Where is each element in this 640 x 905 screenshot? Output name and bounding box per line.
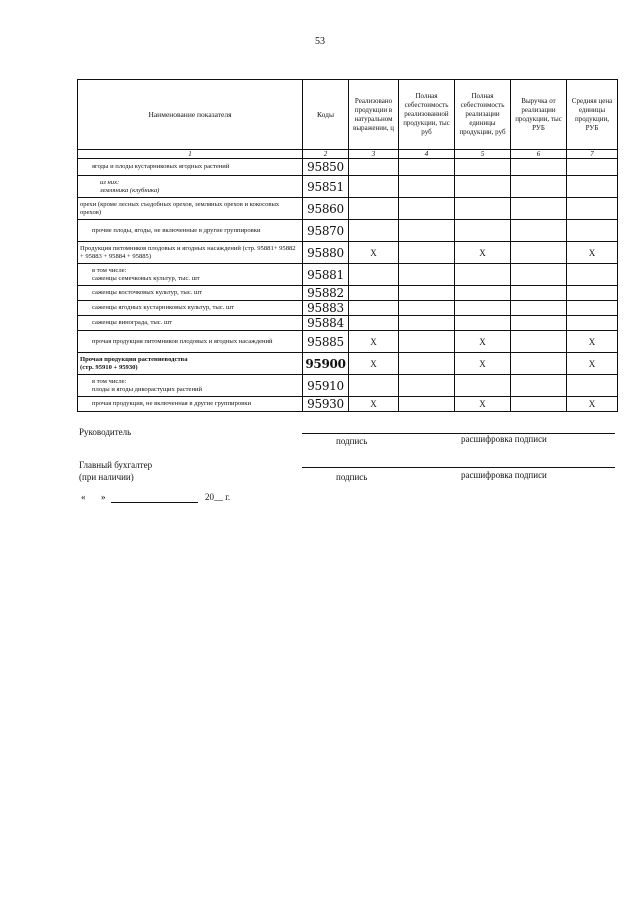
date-year: 20__ г. xyxy=(205,492,231,502)
cell-col-5 xyxy=(455,375,511,397)
date-line xyxy=(111,502,198,503)
row-name: Продукция питомников плодовых и ягодных насаждений (стр. 95881+ 95882 + 95883 + 95884 + 95885) xyxy=(78,242,303,264)
cell-col-3: X xyxy=(349,397,399,412)
cell-col-4 xyxy=(399,375,455,397)
cell-col-6 xyxy=(511,159,567,176)
col-number: 1 xyxy=(78,150,303,159)
cell-col-4 xyxy=(399,301,455,316)
head-signature-caption: подпись xyxy=(336,436,368,446)
table-row xyxy=(78,316,618,331)
col-number: 5 xyxy=(455,150,511,159)
row-name: саженцы винограда, тыс. шт xyxy=(78,316,303,331)
date-close-quote: » xyxy=(101,492,106,502)
cell-col-7 xyxy=(567,220,618,242)
row-name-line2: плоды и ягоды дикорастущих растений xyxy=(92,385,203,393)
header-col-3: Реализовано продукции в натуральном выражении, ц xyxy=(349,80,399,150)
cell-col-7 xyxy=(567,316,618,331)
table-row xyxy=(78,375,618,397)
head-label: Руководитель xyxy=(79,427,132,437)
cell-col-6 xyxy=(511,375,567,397)
row-code: 95870 xyxy=(303,220,349,242)
cell-col-3 xyxy=(349,286,399,301)
cell-col-7 xyxy=(567,176,618,198)
cell-col-6 xyxy=(511,242,567,264)
cell-col-3 xyxy=(349,375,399,397)
row-code: 95884 xyxy=(303,316,349,331)
row-name-line1: Прочая продукция растениеводства xyxy=(80,355,188,363)
cell-col-7 xyxy=(567,301,618,316)
cell-col-3: X xyxy=(349,331,399,353)
cell-col-7 xyxy=(567,159,618,176)
cell-col-5 xyxy=(455,264,511,286)
chief-signature-line xyxy=(302,467,615,468)
row-name-line2: (стр. 95910 + 95930) xyxy=(80,363,138,371)
row-name: ягоды и плоды кустарниковых ягодных растений xyxy=(78,159,303,176)
row-code: 95885 xyxy=(303,331,349,353)
cell-col-7 xyxy=(567,264,618,286)
chief-accountant-note: (при наличии) xyxy=(79,472,134,482)
cell-col-5 xyxy=(455,301,511,316)
row-name-line2: саженцы семечковых культур, тыс. шт xyxy=(92,274,200,282)
table-row xyxy=(78,301,618,316)
cell-col-5 xyxy=(455,198,511,220)
header-col-7: Средняя цена единицы продукции, РУБ xyxy=(567,80,618,150)
row-name: прочая продукция питомников плодовых и ягодных насаждений xyxy=(78,331,303,353)
cell-col-3 xyxy=(349,159,399,176)
cell-col-5: X xyxy=(455,397,511,412)
cell-col-3 xyxy=(349,220,399,242)
header-col-5: Полная себестоимость реализации единицы продукции, руб xyxy=(455,80,511,150)
row-code: 95880 xyxy=(303,242,349,264)
header-code: Коды xyxy=(303,80,349,150)
cell-col-6 xyxy=(511,286,567,301)
row-name-line1: в том числе: xyxy=(92,266,127,274)
cell-col-3: X xyxy=(349,242,399,264)
column-number-row xyxy=(78,150,618,159)
table-row xyxy=(78,353,618,375)
row-name-line2: земляника (клубника) xyxy=(100,186,160,194)
cell-col-7: X xyxy=(567,353,618,375)
row-name: саженцы косточковых культур, тыс. шт xyxy=(78,286,303,301)
table-row xyxy=(78,242,618,264)
row-name: прочая продукция, не включенная в другие группировки xyxy=(78,397,303,412)
row-name xyxy=(78,375,303,397)
cell-col-5 xyxy=(455,220,511,242)
report-table xyxy=(77,79,618,412)
cell-col-6 xyxy=(511,353,567,375)
cell-col-6 xyxy=(511,331,567,353)
cell-col-5: X xyxy=(455,331,511,353)
cell-col-5 xyxy=(455,316,511,331)
table-row xyxy=(78,176,618,198)
cell-col-4 xyxy=(399,159,455,176)
chief-signature-caption: подпись xyxy=(336,472,368,482)
cell-col-4 xyxy=(399,331,455,353)
cell-col-4 xyxy=(399,286,455,301)
header-name: Наименование показателя xyxy=(78,80,303,150)
table-row xyxy=(78,159,618,176)
header-col-6: Выручка от реализации продукции, тыс РУБ xyxy=(511,80,567,150)
col-number: 6 xyxy=(511,150,567,159)
cell-col-6 xyxy=(511,198,567,220)
page-number: 53 xyxy=(315,36,325,47)
row-name: прочие плоды, ягоды, не включенные в другие группировки xyxy=(78,220,303,242)
cell-col-3: X xyxy=(349,353,399,375)
cell-col-4 xyxy=(399,220,455,242)
header-col-4: Полная себестоимость реализованной продукции, тыс руб xyxy=(399,80,455,150)
row-code: 95882 xyxy=(303,286,349,301)
cell-col-4 xyxy=(399,316,455,331)
cell-col-5 xyxy=(455,159,511,176)
row-code: 95860 xyxy=(303,198,349,220)
cell-col-6 xyxy=(511,301,567,316)
cell-col-7: X xyxy=(567,242,618,264)
cell-col-6 xyxy=(511,220,567,242)
head-decoding-caption: расшифровка подписи xyxy=(461,434,547,444)
row-code: 95883 xyxy=(303,301,349,316)
chief-decoding-caption: расшифровка подписи xyxy=(461,470,547,480)
cell-col-6 xyxy=(511,397,567,412)
col-number: 3 xyxy=(349,150,399,159)
row-code: 95910 xyxy=(303,375,349,397)
cell-col-6 xyxy=(511,176,567,198)
cell-col-4 xyxy=(399,176,455,198)
cell-col-4 xyxy=(399,198,455,220)
table-row xyxy=(78,331,618,353)
col-number: 2 xyxy=(303,150,349,159)
cell-col-7: X xyxy=(567,331,618,353)
table-row xyxy=(78,198,618,220)
date-open-quote: « xyxy=(81,492,86,502)
cell-col-7 xyxy=(567,198,618,220)
cell-col-6 xyxy=(511,316,567,331)
row-code: 95881 xyxy=(303,264,349,286)
table-row xyxy=(78,264,618,286)
row-name xyxy=(78,264,303,286)
cell-col-3 xyxy=(349,301,399,316)
table-row xyxy=(78,220,618,242)
cell-col-7 xyxy=(567,286,618,301)
cell-col-4 xyxy=(399,264,455,286)
table-row xyxy=(78,397,618,412)
row-name xyxy=(78,176,303,198)
cell-col-7: X xyxy=(567,397,618,412)
table-header-row xyxy=(78,80,618,150)
head-signature-line xyxy=(302,433,615,434)
cell-col-7 xyxy=(567,375,618,397)
cell-col-3 xyxy=(349,176,399,198)
cell-col-5: X xyxy=(455,242,511,264)
cell-col-4 xyxy=(399,397,455,412)
table-row xyxy=(78,286,618,301)
row-code: 95900 xyxy=(303,353,349,375)
row-code: 95851 xyxy=(303,176,349,198)
chief-accountant-label: Главный бухгалтер xyxy=(79,460,153,470)
cell-col-5 xyxy=(455,286,511,301)
row-name xyxy=(78,353,303,375)
col-number: 4 xyxy=(399,150,455,159)
row-name: саженцы ягодных кустарниковых культур, тыс. шт xyxy=(78,301,303,316)
cell-col-5: X xyxy=(455,353,511,375)
cell-col-6 xyxy=(511,264,567,286)
cell-col-4 xyxy=(399,353,455,375)
cell-col-3 xyxy=(349,316,399,331)
row-code: 95930 xyxy=(303,397,349,412)
row-code: 95850 xyxy=(303,159,349,176)
col-number: 7 xyxy=(567,150,618,159)
row-name-line1: в том числе: xyxy=(92,377,127,385)
row-name: орехи (кроме лесных съедобных орехов, земляных орехов и кокосовых орехов) xyxy=(78,198,303,220)
cell-col-3 xyxy=(349,198,399,220)
cell-col-4 xyxy=(399,242,455,264)
row-name-line1: из них: xyxy=(100,178,120,186)
cell-col-3 xyxy=(349,264,399,286)
cell-col-5 xyxy=(455,176,511,198)
